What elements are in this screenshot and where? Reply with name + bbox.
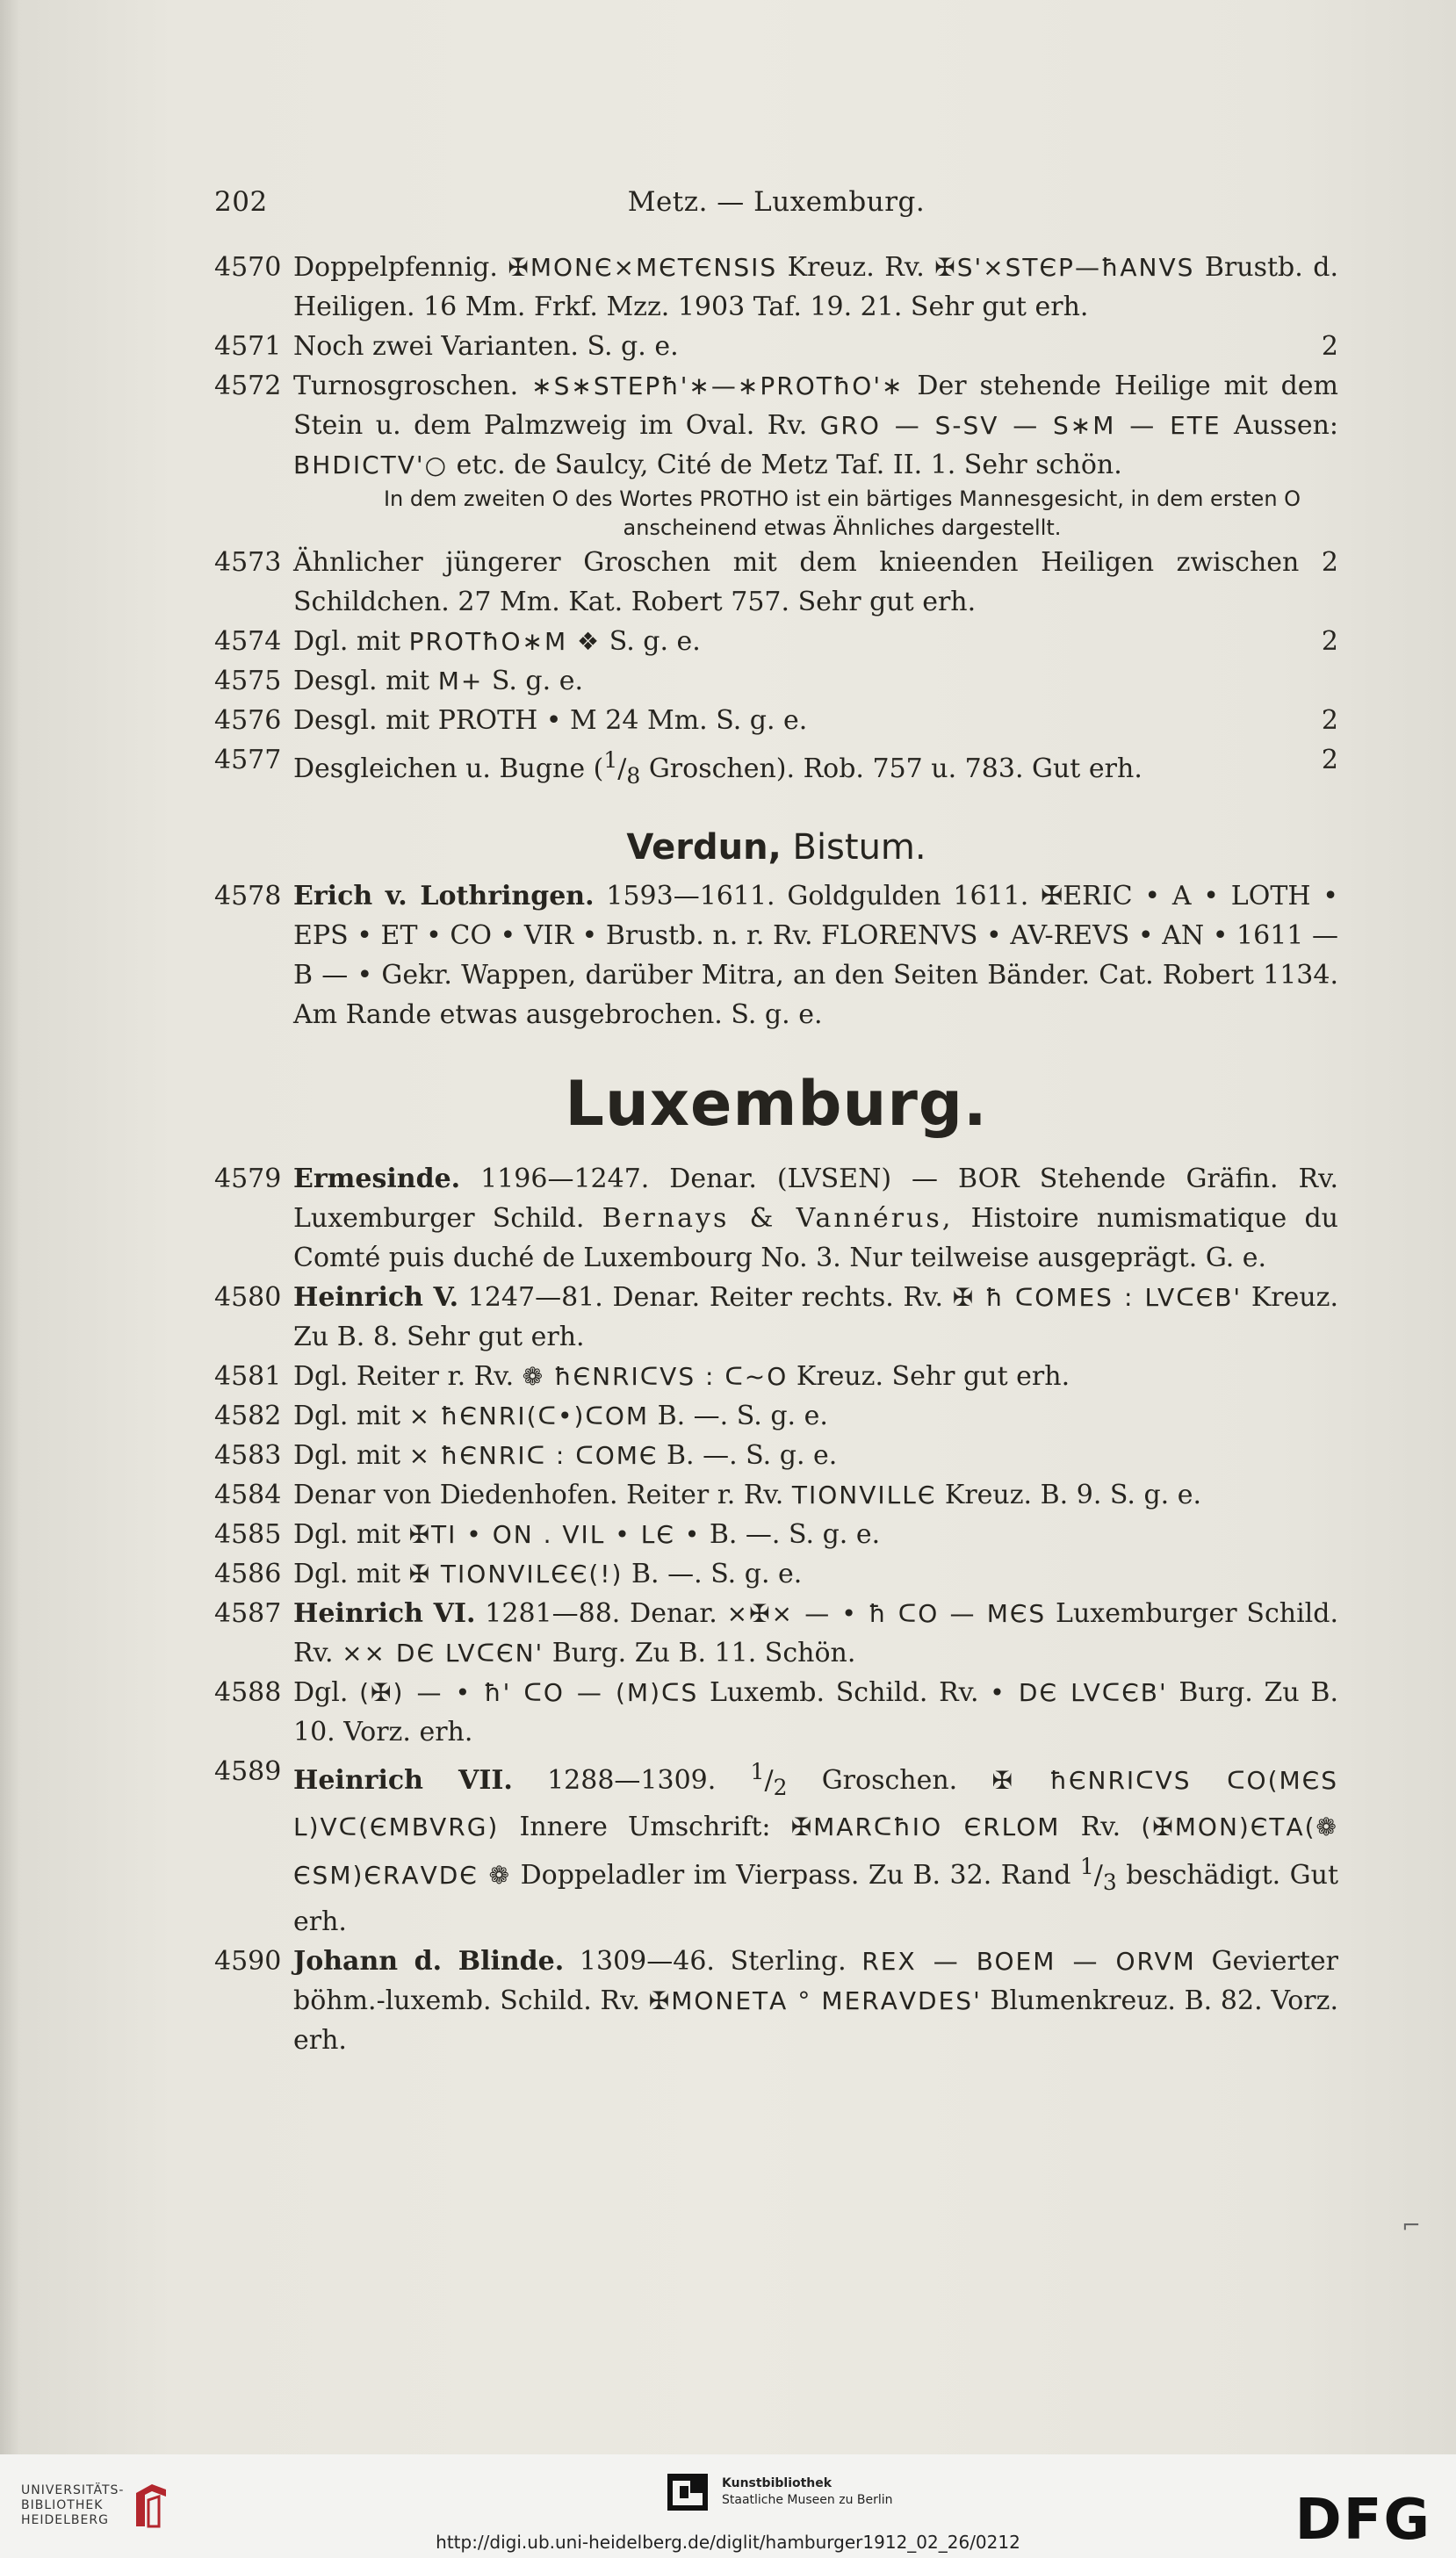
running-title: Metz. — Luxemburg. xyxy=(627,186,926,218)
catalog-entry xyxy=(214,740,1338,796)
margin-mark: ⌐ xyxy=(1402,2213,1421,2239)
entry-number: 4583 xyxy=(214,1440,282,1471)
catalog-entry xyxy=(214,1159,1338,1278)
entry-number: 4584 xyxy=(214,1480,282,1510)
entry-text: Dgl. Reiter r. Rv. ❁ ħЄNRIᑕVS : ᑕ~O Kreuz. Sehr gut erh. xyxy=(293,1361,1070,1392)
entry-number: 4571 xyxy=(214,331,282,362)
heidelberg-icon xyxy=(133,2481,169,2530)
catalog-entry xyxy=(214,1554,1338,1594)
entry-number: 4590 xyxy=(214,1946,282,1977)
entry-number: 4589 xyxy=(214,1756,282,1787)
catalog-entry xyxy=(214,622,1338,661)
catalog-entry xyxy=(214,1752,1338,1942)
entry-text: Dgl. mit × ħЄNRIᑕ : ᑕOMЄ B. —. S. g. e. xyxy=(293,1440,838,1471)
source-url[interactable]: http://digi.ub.uni-heidelberg.de/diglit/hamburger1912_02_26/0212 xyxy=(436,2532,1020,2553)
entry-number: 4579 xyxy=(214,1164,282,1194)
catalog-entry xyxy=(214,248,1338,327)
entry-number: 4586 xyxy=(214,1559,282,1589)
entry-text: Erich v. Lothringen. 1593—1611. Goldgulden 1611. ✠ERIC • A • LOTH • EPS • ET • CO • VIR • Brustb. n. r. Rv. FLORENVS • AV-REVS • AN • 1611 — B — • Gekr. Wappen, darüber Mitra, an den Seiten Bänder. Cat. Robert 1134. Am Rande etwas ausgebrochen. S. g. e. xyxy=(293,881,1338,1030)
verdun-entries xyxy=(214,876,1338,1034)
entry-number: 4585 xyxy=(214,1519,282,1550)
kunstbibliothek-logo[interactable] xyxy=(667,2474,893,2511)
entry-count: 2 xyxy=(1321,705,1338,736)
entry-text: Dgl. (✠) — • ħ' ᑕO — (M)ᑕS Luxemb. Schild. Rv. • DЄ LVᑕЄB' Burg. Zu B. 10. Vorz. erh. xyxy=(293,1677,1338,1747)
entry-count: 2 xyxy=(1321,626,1338,657)
metz-entries-continued xyxy=(214,543,1338,796)
entry-number: 4582 xyxy=(214,1401,282,1431)
catalog-entry xyxy=(214,876,1338,1034)
heidelberg-library-logo[interactable] xyxy=(21,2481,169,2530)
entry-number: 4580 xyxy=(214,1282,282,1313)
catalog-entry xyxy=(214,661,1338,701)
entry-number: 4577 xyxy=(214,745,282,775)
kb-title: Kunstbibliothek xyxy=(722,2476,833,2490)
dfg-logo[interactable]: DFG xyxy=(1294,2488,1431,2553)
metz-entries xyxy=(214,248,1338,485)
catalog-entry xyxy=(214,1436,1338,1475)
entry-text: Desgl. mit PROTH • M 24 Mm. S. g. e. xyxy=(293,705,808,736)
catalog-content xyxy=(214,248,1338,2060)
section-heading-luxemburg: Luxemburg. xyxy=(565,1068,988,1140)
entry-text: Johann d. Blinde. 1309—46. Sterling. REX — BOEM — ORVM Gevierter böhm.-luxemb. Schild. Rv. ✠MONETΑ ° MERΑVDES' Blumenkreuz. B. 82. Vorz. erh. xyxy=(293,1946,1339,2056)
entry-number: 4576 xyxy=(214,705,282,736)
uni-line: BIBLIOTHEK xyxy=(21,2497,104,2512)
catalog-entry xyxy=(214,327,1338,366)
entry-text: Heinrich V. 1247—81. Denar. Reiter rechts. Rv. ✠ ħ ᑕOMES : LVᑕЄB' Kreuz. Zu B. 8. Sehr gut erh. xyxy=(293,1282,1338,1352)
entry-number: 4572 xyxy=(214,371,282,401)
entry-text: Turnosgroschen. ∗S∗STEPħ'∗—∗PROTħO'∗ Der stehende Heilige mit dem Stein u. dem Palmzweig im Oval. Rv. GRO — S-SV — S∗Μ — ETE Aussen: BHDICTV'○ etc. de Saulcy, Cité de Metz Taf. II. 1. Sehr schön. xyxy=(293,371,1339,480)
entry-text: Desgl. mit Μ+ S. g. e. xyxy=(293,666,584,696)
entry-number: 4581 xyxy=(214,1361,282,1392)
catalog-entry xyxy=(214,1673,1338,1752)
luxemburg-entries xyxy=(214,1159,1338,2060)
kunstbibliothek-icon xyxy=(667,2474,708,2511)
entry-number: 4587 xyxy=(214,1598,282,1629)
entry-number: 4574 xyxy=(214,626,282,657)
entry-text: Noch zwei Varianten. S. g. e. xyxy=(293,331,679,362)
entry-count: 2 xyxy=(1321,331,1338,362)
entry-text: Doppelpfennig. ✠ΜΟΝЄ×ΜЄΤЄΝSIS Kreuz. Rv. ✠S'×STЄP—ħΑΝVS Brustb. d. Heiligen. 16 Mm. Frkf. Mzz. 1903 Taf. 19. 21. Sehr gut erh. xyxy=(293,252,1339,322)
entry-text: Denar von Diedenhofen. Reiter r. Rv. TIONVILLЄ Kreuz. B. 9. S. g. e. xyxy=(293,1480,1202,1510)
entry-text: Ähnlicher jüngerer Groschen mit dem knieenden Heiligen zwischen 2 Schildchen. 27 Mm. Kat. Robert 757. Sehr gut erh. xyxy=(293,547,1338,617)
entry-text: Ermesinde. 1196—1247. Denar. (LVSEN) — BOR Stehende Gräfin. Rv. Luxemburger Schild. Bernays & Vannérus, Histoire numismatique du Comté puis duché de Luxembourg No. 3. Nur teilweise ausgeprägt. G. e. xyxy=(293,1164,1338,1273)
catalog-entry xyxy=(214,1942,1338,2060)
entry-count: 2 xyxy=(1321,745,1338,775)
entry-text: Desgleichen u. Bugne ($^1/_8$ Groschen). Rob. 757 u. 783. Gut erh. xyxy=(293,747,1142,789)
catalog-entry xyxy=(214,1515,1338,1554)
entry-text: Dgl. mit ✠TI • ON . VIL • LЄ • B. —. S. g. e. xyxy=(293,1519,881,1550)
heading-verdun-bold: Verdun, xyxy=(626,827,782,868)
entry-number: 4578 xyxy=(214,881,282,912)
catalog-entry xyxy=(214,1475,1338,1515)
entry-text: Dgl. mit ✠ TIONVILЄЄ(!) B. —. S. g. e. xyxy=(293,1559,803,1589)
catalog-entry xyxy=(214,701,1338,740)
entry-text: Dgl. mit PROTħO∗Μ ❖ S. g. e. xyxy=(293,626,701,657)
catalog-entry xyxy=(214,366,1338,485)
entry-text: Heinrich VI. 1281—88. Denar. ×✠× — • ħ ᑕO — MЄS Luxemburger Schild. Rv. ×× DЄ LVᑕЄN' Burg. Zu B. 11. Schön. xyxy=(293,1598,1339,1668)
catalog-entry xyxy=(214,1278,1338,1357)
uni-line: HEIDELBERG xyxy=(21,2512,109,2527)
note-4572: In dem zweiten O des Wortes PROTHO ist ein bärtiges Mannesgesicht, in dem ersten O anscheinend etwas Ähnliches dargestellt. xyxy=(383,486,1301,540)
catalog-entry xyxy=(214,543,1338,622)
catalog-entry xyxy=(214,1594,1338,1673)
catalog-entry xyxy=(214,1357,1338,1396)
heading-verdun-rest: Bistum. xyxy=(781,827,926,868)
uni-line: UNIVERSITÄTS- xyxy=(21,2482,125,2497)
kb-subtitle: Staatliche Museen zu Berlin xyxy=(722,2493,893,2507)
page-number: 202 xyxy=(214,186,268,218)
entry-number: 4573 xyxy=(214,547,282,578)
catalog-entry xyxy=(214,1396,1338,1436)
entry-number: 4570 xyxy=(214,252,282,283)
entry-text: Dgl. mit × ħЄNRI(ᑕ•)ᑕOΜ B. —. S. g. e. xyxy=(293,1401,828,1431)
section-heading-verdun xyxy=(214,827,1338,868)
entry-text: Heinrich VII. 1288—1309. $^1/_2$ Groschen. ✠ ħЄNRIᑕVS ᑕO(MЄS L)Vᑕ(ЄMBVRG) Innere Umschrift: ✠MΑRᑕħIO ЄRLOM Rv. (✠MON)ЄTΑ(❁ ЄSM)ЄRΑVDЄ ❁ Doppeladler im Vierpass. Zu B. 32. Rand $^1/_3$ beschädigt. Gut erh. xyxy=(293,1759,1339,1937)
entry-number: 4575 xyxy=(214,666,282,696)
entry-number: 4588 xyxy=(214,1677,282,1708)
